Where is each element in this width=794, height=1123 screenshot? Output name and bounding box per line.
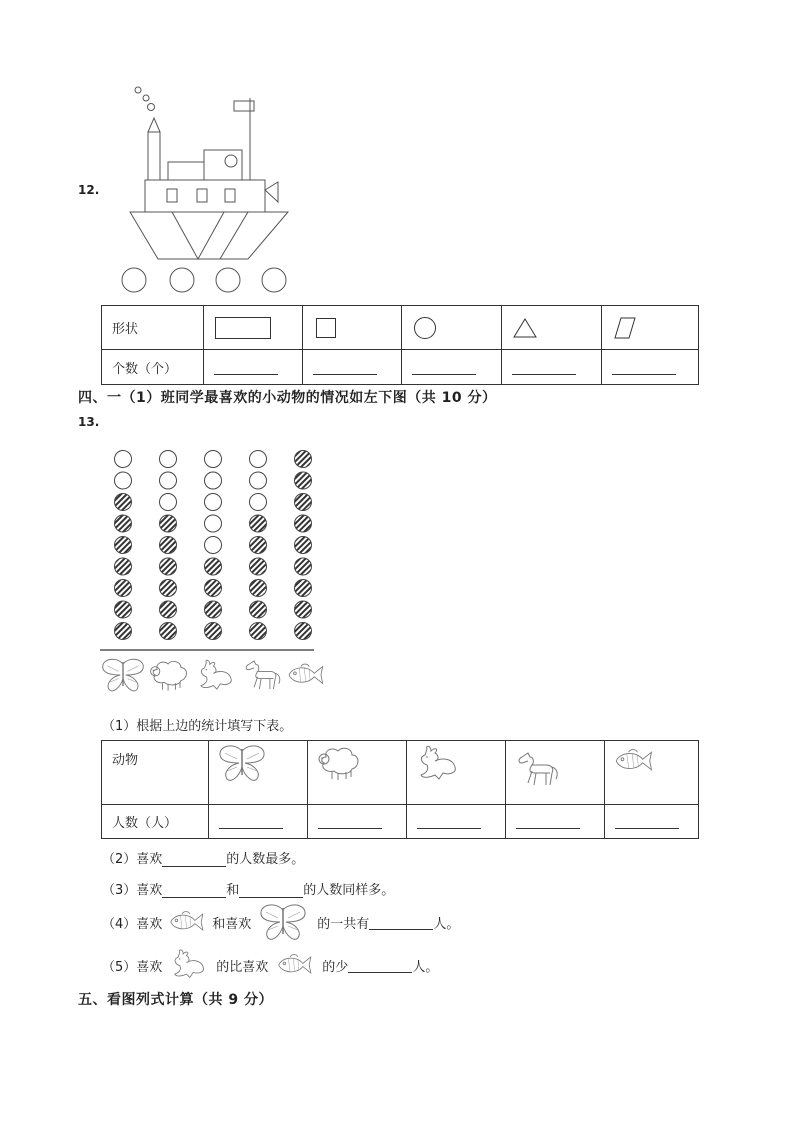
sub-question-3: （3）喜欢 和 的人数同样多。 [102, 883, 395, 898]
answer-blank[interactable] [204, 350, 303, 385]
sheep-icon [314, 743, 364, 785]
square-cell [303, 306, 402, 350]
sheep-empty-circle [160, 472, 177, 489]
horse-vote-circle [250, 601, 267, 618]
answer-blank[interactable] [209, 805, 308, 839]
answer-blank[interactable] [348, 958, 412, 973]
parallelogram-icon [613, 317, 637, 339]
sub-question-5: （5）喜欢 的比喜欢 的少 人。 [102, 946, 438, 984]
rabbit-empty-circle [205, 494, 222, 511]
answer-blank[interactable] [303, 350, 402, 385]
horse-vote-circle [250, 580, 267, 597]
butterfly-vote-circle [115, 558, 132, 575]
fish-vote-circle [295, 537, 312, 554]
shape-count-table [101, 305, 699, 385]
rabbit-empty-circle [205, 537, 222, 554]
butterfly-empty-circle [115, 472, 132, 489]
ship-figure [108, 84, 308, 298]
rabbit-vote-circle [205, 623, 222, 640]
fish-vote-circle [295, 494, 312, 511]
people-row-label: 人数（人） [102, 805, 209, 839]
butterfly-icon [257, 902, 309, 942]
rectangle-icon [215, 317, 271, 339]
circle-icon [414, 317, 436, 339]
rabbit-empty-circle [205, 515, 222, 532]
sheep-vote-circle [160, 515, 177, 532]
triangle-cell [502, 306, 602, 350]
section-heading: 五、看图列式计算（共 9 分） [78, 992, 273, 1008]
rabbit-cell [407, 741, 506, 805]
answer-blank[interactable] [602, 350, 699, 385]
fish-icon [289, 664, 323, 683]
answer-blank[interactable] [369, 915, 433, 930]
butterfly-icon [217, 743, 267, 785]
animal-count-table [101, 740, 699, 839]
horse-vote-circle [250, 515, 267, 532]
fish-vote-circle [295, 451, 312, 468]
section-heading: 四、一（1）班同学最喜欢的小动物的情况如左下图（共 10 分） [78, 390, 497, 406]
answer-blank[interactable] [502, 350, 602, 385]
butterfly-vote-circle [115, 601, 132, 618]
fish-icon [611, 743, 661, 785]
butterfly-vote-circle [115, 623, 132, 640]
circle-cell [402, 306, 502, 350]
answer-blank[interactable] [239, 883, 303, 898]
horse-empty-circle [250, 451, 267, 468]
horse-vote-circle [250, 623, 267, 640]
fish-vote-circle [295, 601, 312, 618]
horse-cell [506, 741, 605, 805]
butterfly-vote-circle [115, 515, 132, 532]
fish-icon [166, 906, 206, 938]
rabbit-icon [413, 743, 463, 785]
sheep-vote-circle [160, 537, 177, 554]
parallelogram-cell [602, 306, 699, 350]
sheep-cell [308, 741, 407, 805]
sub-question-1: （1）根据上边的统计填写下表。 [102, 719, 293, 734]
sheep-vote-circle [160, 601, 177, 618]
sheep-vote-circle [160, 580, 177, 597]
rabbit-vote-circle [205, 601, 222, 618]
rabbit-icon [168, 947, 210, 983]
answer-blank[interactable] [402, 350, 502, 385]
rabbit-icon [201, 660, 231, 689]
butterfly-vote-circle [115, 494, 132, 511]
horse-icon [512, 749, 562, 793]
animal-row-label: 动物 [102, 741, 209, 805]
rectangle-cell [204, 306, 303, 350]
square-icon [316, 318, 336, 338]
horse-vote-circle [250, 537, 267, 554]
horse-vote-circle [250, 558, 267, 575]
shape-row-label: 形状 [102, 306, 204, 350]
fish-icon [274, 949, 314, 981]
fish-vote-circle [295, 472, 312, 489]
butterfly-vote-circle [115, 580, 132, 597]
answer-blank[interactable] [308, 805, 407, 839]
butterfly-cell [209, 741, 308, 805]
sheep-icon [151, 661, 187, 690]
rabbit-empty-circle [205, 451, 222, 468]
sheep-empty-circle [160, 494, 177, 511]
answer-blank[interactable] [605, 805, 699, 839]
horse-icon [246, 661, 280, 689]
rabbit-empty-circle [205, 472, 222, 489]
answer-blank[interactable] [407, 805, 506, 839]
butterfly-icon [103, 659, 144, 691]
question-number: 13. [78, 415, 100, 429]
fish-vote-circle [295, 623, 312, 640]
answer-blank[interactable] [162, 883, 226, 898]
sheep-empty-circle [160, 451, 177, 468]
sub-question-2: （2）喜欢 的人数最多。 [102, 852, 305, 867]
butterfly-empty-circle [115, 451, 132, 468]
triangle-icon [513, 318, 537, 338]
horse-empty-circle [250, 494, 267, 511]
fish-cell [605, 741, 699, 805]
fish-vote-circle [295, 515, 312, 532]
count-row-label: 个数（个） [102, 350, 204, 385]
sheep-vote-circle [160, 558, 177, 575]
answer-blank[interactable] [506, 805, 605, 839]
pictograph-chart [100, 446, 330, 696]
question-number: 12. [78, 183, 100, 197]
rabbit-vote-circle [205, 558, 222, 575]
sub-question-4: （4）喜欢 和喜欢 的一共有 人。 [102, 902, 459, 942]
sheep-vote-circle [160, 623, 177, 640]
fish-vote-circle [295, 558, 312, 575]
butterfly-vote-circle [115, 537, 132, 554]
horse-empty-circle [250, 472, 267, 489]
rabbit-vote-circle [205, 580, 222, 597]
fish-vote-circle [295, 580, 312, 597]
answer-blank[interactable] [162, 852, 226, 867]
